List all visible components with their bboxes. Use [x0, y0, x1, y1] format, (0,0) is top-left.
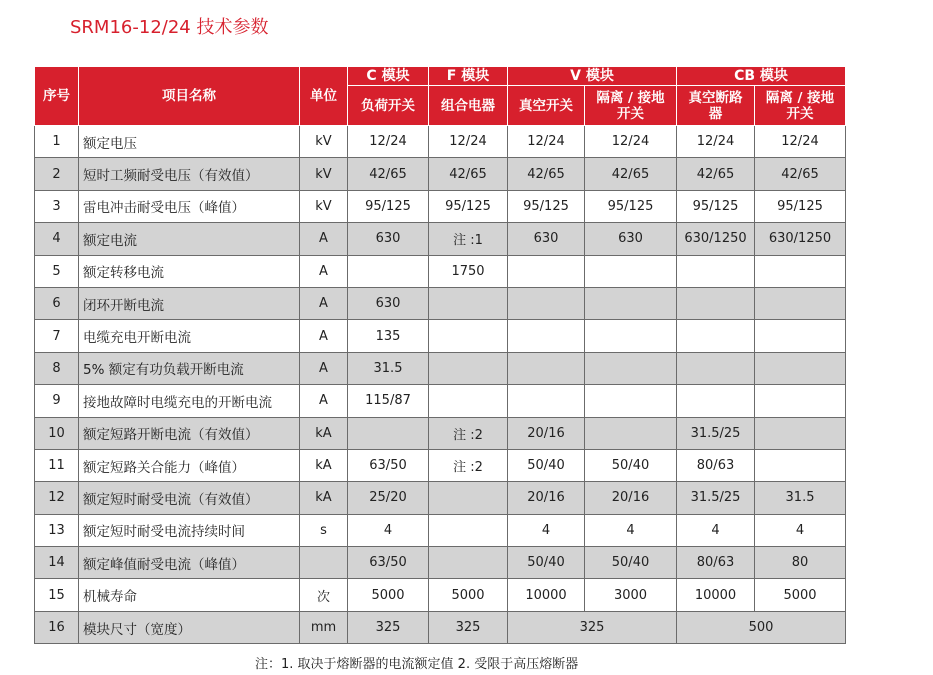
row-unit: kA — [300, 417, 348, 449]
footnote: 注：1. 取决于熔断器的电流额定值 2. 受限于高压熔断器 — [255, 657, 579, 672]
table-row — [35, 514, 846, 546]
row-unit: A — [300, 385, 348, 417]
row-value: 31.5 — [348, 352, 429, 384]
row-value: 3000 — [585, 579, 677, 611]
row-item: 额定转移电流 — [79, 255, 300, 287]
row-item: 雷电冲击耐受电压（峰值） — [79, 190, 300, 222]
row-value: 630 — [585, 223, 677, 255]
row-value: 325 — [348, 611, 429, 643]
row-value — [755, 385, 846, 417]
row-value — [348, 417, 429, 449]
row-value: 4 — [508, 514, 585, 546]
row-value — [585, 417, 677, 449]
row-item: 机械寿命 — [79, 579, 300, 611]
row-value: 63/50 — [348, 547, 429, 579]
row-value: 42/65 — [508, 158, 585, 190]
row-value: 5000 — [348, 579, 429, 611]
row-number: 11 — [35, 449, 79, 481]
row-unit: kA — [300, 482, 348, 514]
row-value — [677, 320, 755, 352]
row-value — [755, 255, 846, 287]
row-unit: A — [300, 320, 348, 352]
row-unit: mm — [300, 611, 348, 643]
row-value: 20/16 — [508, 417, 585, 449]
row-unit: A — [300, 287, 348, 319]
row-value: 1750 — [429, 255, 508, 287]
header-group-cb: CB 模块 — [677, 67, 846, 86]
table-row — [35, 482, 846, 514]
row-value: 10000 — [508, 579, 585, 611]
row-number: 1 — [35, 126, 79, 158]
row-value: 42/65 — [429, 158, 508, 190]
row-unit: kV — [300, 190, 348, 222]
row-value — [508, 385, 585, 417]
row-item: 额定短时耐受电流持续时间 — [79, 514, 300, 546]
row-unit: kA — [300, 449, 348, 481]
row-value: 注 :1 — [429, 223, 508, 255]
row-item: 额定短路开断电流（有效值） — [79, 417, 300, 449]
row-value — [348, 255, 429, 287]
row-value — [508, 287, 585, 319]
row-value: 12/24 — [429, 126, 508, 158]
table-row — [35, 385, 846, 417]
row-value: 12/24 — [677, 126, 755, 158]
table-row — [35, 579, 846, 611]
row-number: 16 — [35, 611, 79, 643]
spec-table — [34, 66, 846, 644]
table-row — [35, 158, 846, 190]
row-item: 5% 额定有功负载开断电流 — [79, 352, 300, 384]
row-value: 4 — [677, 514, 755, 546]
header-sub-0: 负荷开关 — [348, 86, 429, 126]
row-value: 25/20 — [348, 482, 429, 514]
row-value — [585, 255, 677, 287]
row-value — [677, 352, 755, 384]
row-number: 3 — [35, 190, 79, 222]
row-value: 12/24 — [585, 126, 677, 158]
row-value — [585, 352, 677, 384]
header-group-f: F 模块 — [429, 67, 508, 86]
row-unit — [300, 547, 348, 579]
header-sub-5: 隔离 / 接地 开关 — [755, 86, 846, 126]
table-row — [35, 449, 846, 481]
row-value — [429, 287, 508, 319]
row-unit: kV — [300, 126, 348, 158]
row-value — [677, 255, 755, 287]
row-item: 电缆充电开断电流 — [79, 320, 300, 352]
row-value: 630/1250 — [677, 223, 755, 255]
row-item: 模块尺寸（宽度） — [79, 611, 300, 643]
row-value: 50/40 — [585, 547, 677, 579]
row-value — [755, 287, 846, 319]
row-value: 95/125 — [677, 190, 755, 222]
row-number: 15 — [35, 579, 79, 611]
row-value — [429, 514, 508, 546]
row-value — [677, 385, 755, 417]
row-unit: A — [300, 223, 348, 255]
header-group-v: V 模块 — [508, 67, 677, 86]
row-number: 14 — [35, 547, 79, 579]
row-value: 50/40 — [585, 449, 677, 481]
row-value: 20/16 — [508, 482, 585, 514]
row-value — [755, 449, 846, 481]
header-sub-1: 组合电器 — [429, 86, 508, 126]
row-value: 630 — [348, 223, 429, 255]
row-value: 50/40 — [508, 547, 585, 579]
header-sub-3: 隔离 / 接地 开关 — [585, 86, 677, 126]
row-number: 2 — [35, 158, 79, 190]
row-unit: 次 — [300, 579, 348, 611]
table-row — [35, 320, 846, 352]
header-sub-2: 真空开关 — [508, 86, 585, 126]
row-value — [429, 352, 508, 384]
row-number: 13 — [35, 514, 79, 546]
row-number: 5 — [35, 255, 79, 287]
row-value: 20/16 — [585, 482, 677, 514]
row-value: 注 :2 — [429, 449, 508, 481]
row-value: 5000 — [429, 579, 508, 611]
row-number: 6 — [35, 287, 79, 319]
header-sub-4: 真空断路 器 — [677, 86, 755, 126]
row-value: 95/125 — [585, 190, 677, 222]
row-value — [755, 352, 846, 384]
table-row — [35, 417, 846, 449]
row-value: 4 — [755, 514, 846, 546]
row-value — [585, 320, 677, 352]
row-item: 额定峰值耐受电流（峰值） — [79, 547, 300, 579]
row-value — [585, 287, 677, 319]
row-value: 42/65 — [348, 158, 429, 190]
row-value: 5000 — [755, 579, 846, 611]
row-unit: kV — [300, 158, 348, 190]
table-row — [35, 547, 846, 579]
row-value: 630/1250 — [755, 223, 846, 255]
row-number: 9 — [35, 385, 79, 417]
header-no: 序号 — [35, 67, 79, 126]
table-row — [35, 352, 846, 384]
row-value: 135 — [348, 320, 429, 352]
table-row — [35, 611, 846, 643]
row-value: 4 — [348, 514, 429, 546]
row-value — [429, 320, 508, 352]
row-value: 325 — [508, 611, 677, 643]
row-value: 95/125 — [755, 190, 846, 222]
row-value — [429, 547, 508, 579]
row-value: 95/125 — [429, 190, 508, 222]
row-value: 115/87 — [348, 385, 429, 417]
row-item: 额定短路关合能力（峰值） — [79, 449, 300, 481]
row-value: 31.5 — [755, 482, 846, 514]
row-value: 4 — [585, 514, 677, 546]
row-value: 80/63 — [677, 547, 755, 579]
row-item: 额定短时耐受电流（有效值） — [79, 482, 300, 514]
row-value: 42/65 — [755, 158, 846, 190]
table-row — [35, 255, 846, 287]
row-value: 42/65 — [585, 158, 677, 190]
row-value: 31.5/25 — [677, 482, 755, 514]
row-value: 12/24 — [755, 126, 846, 158]
row-value: 12/24 — [508, 126, 585, 158]
row-unit: A — [300, 352, 348, 384]
row-number: 8 — [35, 352, 79, 384]
table-row — [35, 287, 846, 319]
row-value: 31.5/25 — [677, 417, 755, 449]
row-number: 7 — [35, 320, 79, 352]
row-value — [508, 255, 585, 287]
row-value: 325 — [429, 611, 508, 643]
row-value: 95/125 — [508, 190, 585, 222]
row-item: 闭环开断电流 — [79, 287, 300, 319]
table-row — [35, 223, 846, 255]
row-unit: s — [300, 514, 348, 546]
row-value — [508, 320, 585, 352]
page-title: SRM16-12/24 技术参数 — [70, 17, 269, 38]
row-item: 额定电流 — [79, 223, 300, 255]
row-value: 42/65 — [677, 158, 755, 190]
row-item: 短时工频耐受电压（有效值） — [79, 158, 300, 190]
row-item: 接地故障时电缆充电的开断电流 — [79, 385, 300, 417]
row-value: 12/24 — [348, 126, 429, 158]
row-unit: A — [300, 255, 348, 287]
header-group-c: C 模块 — [348, 67, 429, 86]
row-value — [677, 287, 755, 319]
row-number: 10 — [35, 417, 79, 449]
row-value: 注 :2 — [429, 417, 508, 449]
row-value — [585, 385, 677, 417]
row-number: 4 — [35, 223, 79, 255]
row-value: 95/125 — [348, 190, 429, 222]
header-unit: 单位 — [300, 67, 348, 126]
row-value — [755, 320, 846, 352]
row-value — [429, 482, 508, 514]
row-value: 50/40 — [508, 449, 585, 481]
row-number: 12 — [35, 482, 79, 514]
table-row — [35, 190, 846, 222]
row-value — [755, 417, 846, 449]
header-item: 项目名称 — [79, 67, 300, 126]
row-item: 额定电压 — [79, 126, 300, 158]
row-value: 10000 — [677, 579, 755, 611]
table-row — [35, 126, 846, 158]
row-value: 80/63 — [677, 449, 755, 481]
row-value — [508, 352, 585, 384]
row-value: 80 — [755, 547, 846, 579]
row-value: 63/50 — [348, 449, 429, 481]
row-value — [429, 385, 508, 417]
row-value: 500 — [677, 611, 846, 643]
row-value: 630 — [508, 223, 585, 255]
row-value: 630 — [348, 287, 429, 319]
